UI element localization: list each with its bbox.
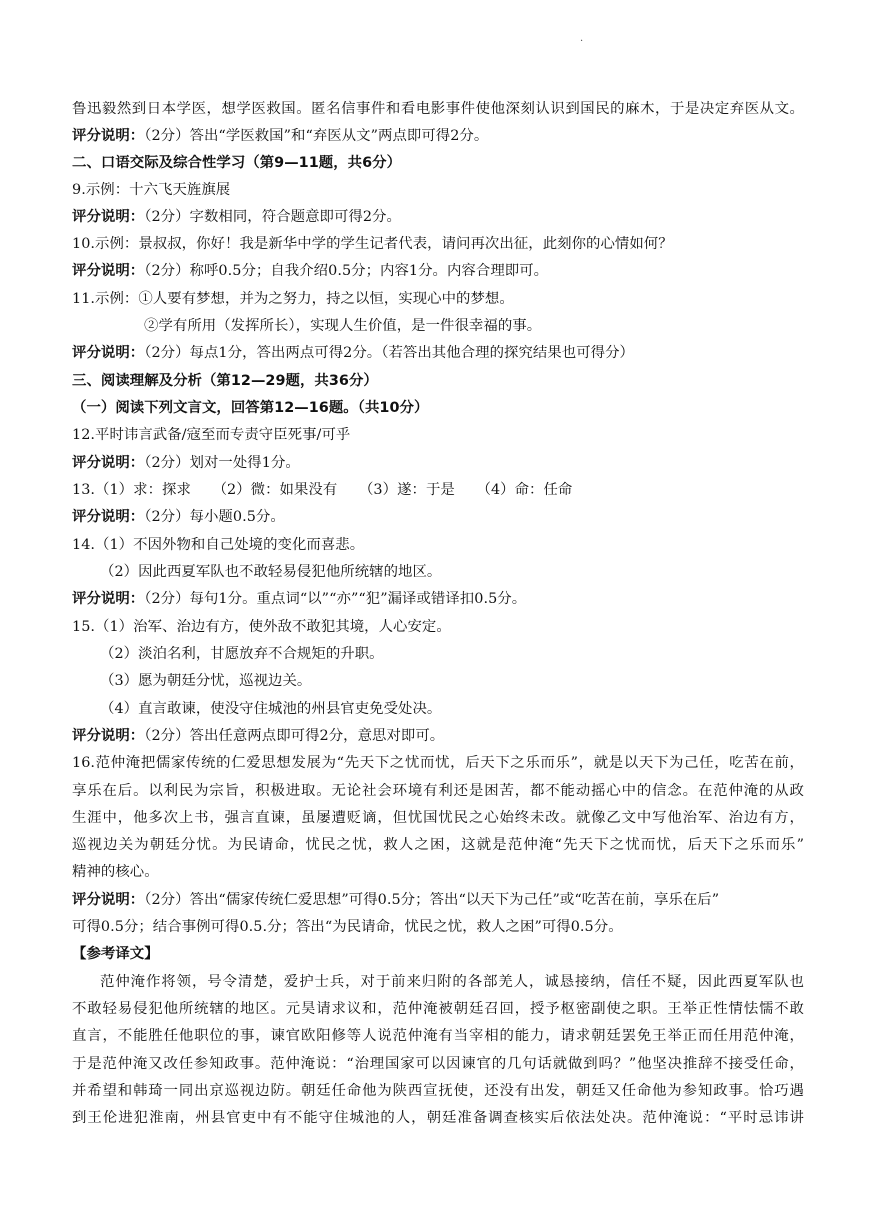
translation-line: 到王伦进犯淮南，州县官吏中有不能守住城池的人，朝廷准备调查核实后依法处决。范仲淹说：“平时忌讳讲 (72, 1110, 804, 1126)
scoring-note: 评分说明：（2分）答出“儒家传统仁爱思想”可得0.5分；答出“以天下为己任”或“吃苦在前，享乐在后” (72, 892, 720, 908)
header-dot: · (580, 36, 584, 47)
scoring-note-cont: 可得0.5分；结合事例可得0.5.分；答出“为民请命，忧民之忧，救人之困”可得0.5分。 (72, 919, 623, 935)
answer-line: 精神的核心。 (72, 864, 159, 880)
answer-line: 14.（1）不因外物和自己处境的变化而喜悲。 (72, 537, 365, 553)
answer-line: （2）因此西夏军队也不敢轻易侵犯他所统辖的地区。 (100, 564, 442, 580)
answer-line: 享乐在后。以利民为宗旨，积极进取。无论社会环境有利还是困苦，都不能动摇心中的信念。在范仲淹的从政 (72, 783, 804, 799)
answer-line: 11.示例：①人要有梦想，并为之努力，持之以恒，实现心中的梦想。 (72, 291, 514, 307)
scoring-note: 评分说明：（2分）划对一处得1分。 (72, 455, 300, 471)
translation-line: 于是范仲淹又改任参知政事。范仲淹说：“治理国家可以因谏官的几句话就做到吗？”他坚决推辞不接受任命， (72, 1056, 804, 1072)
text-line: 鲁迅毅然到日本学医，想学医救国。匿名信事件和看电影事件使他深刻认识到国民的麻木，于是决定弃医从文。 (72, 101, 804, 117)
answer-line: 9.示例：十六飞天旌旗展 (72, 182, 231, 198)
answer-line: ②学有所用（发挥所长），实现人生价值，是一件很幸福的事。 (144, 318, 542, 334)
scoring-note: 评分说明：（2分）字数相同，符合题意即可得2分。 (72, 209, 401, 225)
translation-line: 并希望和韩琦一同出京巡视边防。朝廷任命他为陕西宣抚使，还没有出发，朝廷又任命他为参知政事。恰巧遇 (72, 1083, 804, 1099)
answer-line: 16.范仲淹把儒家传统的仁爱思想发展为“先天下之忧而忧，后天下之乐而乐”，就是以天下为己任，吃苦在前， (72, 755, 804, 771)
answer-line: 10.示例：景叔叔，你好！我是新华中学的学生记者代表，请问再次出征，此刻你的心情如何？ (72, 236, 673, 252)
answer-line: 12.平时讳言武备/寇至而专责守臣死事/可乎 (72, 427, 351, 443)
answer-line: 15.（1）治军、治边有方，使外敌不敢犯其境，人心安定。 (72, 619, 451, 635)
scoring-note: 评分说明：（2分）每小题0.5分。 (72, 509, 285, 525)
scoring-note: 评分说明：（2分）每点1分，答出两点可得2分。（若答出其他合理的探究结果也可得分） (72, 345, 634, 361)
scoring-note: 评分说明：（2分）每句1分。重点词“以”“亦”“犯”漏译或错译扣0.5分。 (72, 591, 527, 607)
answer-line: 巡视边关为朝廷分忧。为民请命，忧民之忧，救人之困，这就是范仲淹“先天下之忧而忧，后天下之乐而乐” (72, 837, 804, 853)
section-heading: 三、阅读理解及分析（第12—29题，共36分） (72, 373, 378, 389)
scoring-note: 评分说明：（2分）称呼0.5分；自我介绍0.5分；内容1分。内容合理即可。 (72, 263, 549, 279)
scoring-note: 评分说明：（2分）答出任意两点即可得2分，意思对即可。 (72, 728, 445, 744)
answer-line: 13.（1）求：探求 （2）微：如果没有 （3）遂：于是 （4）命：任命 (72, 482, 573, 498)
translation-line: 范仲淹作将领，号令清楚，爱护士兵，对于前来归附的各部羌人，诚恳接纳，信任不疑，因此西夏军队也 (100, 974, 804, 990)
answer-line: 生涯中，他多次上书，强言直谏，虽屡遭贬谪，但忧国忧民之心始终未改。就像乙文中写他治军、治边有方， (72, 810, 804, 826)
translation-line: 不敢轻易侵犯他所统辖的地区。元昊请求议和，范仲淹被朝廷召回，授予枢密副使之职。王举正性情怯懦不敢 (72, 1001, 804, 1017)
answer-line: （2）淡泊名利，甘愿放弃不合规矩的升职。 (100, 646, 384, 662)
translation-line: 直言，不能胜任他职位的事，谏官欧阳修等人说范仲淹有当宰相的能力，请求朝廷罢免王举正而任用范仲淹， (72, 1028, 804, 1044)
section-heading: 二、口语交际及综合性学习（第9—11题，共6分） (72, 155, 402, 171)
answer-line: （4）直言敢谏，使没守住城池的州县官吏免受处决。 (100, 701, 442, 717)
subsection-heading: （一）阅读下列文言文，回答第12—16题。（共10分） (72, 400, 429, 416)
translation-heading: 【参考译文】 (72, 946, 159, 962)
scoring-note: 评分说明：（2分）答出“学医救国”和“弃医从文”两点即可得2分。 (72, 128, 489, 144)
answer-line: （3）愿为朝廷分忧，巡视边关。 (100, 673, 312, 689)
